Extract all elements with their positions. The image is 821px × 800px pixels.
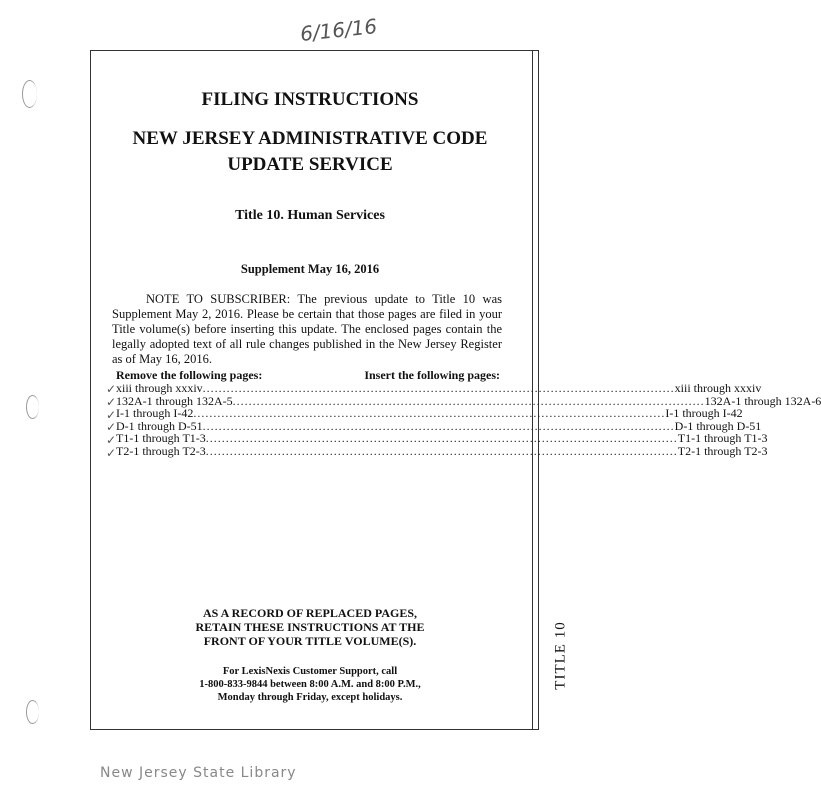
check-mark-icon: ✓	[106, 395, 117, 409]
record-notice	[120, 606, 500, 648]
support-line-3: Monday through Friday, except holidays.	[217, 692, 403, 703]
library-stamp: New Jersey State Library	[100, 765, 297, 781]
check-mark-icon: ✓	[106, 446, 117, 460]
table-row	[116, 381, 762, 395]
punch-hole-top	[22, 80, 37, 108]
record-line-1: AS A RECORD OF REPLACED PAGES,	[202, 606, 418, 620]
remove-pages: 132A-1 through 132A-5	[116, 393, 233, 408]
remove-pages: D-1 through D-51	[116, 418, 203, 433]
remove-pages: xiii through xxxiv	[116, 381, 203, 395]
punch-hole-bottom	[26, 700, 39, 724]
check-mark-icon: ✓	[106, 433, 117, 447]
dot-leader: ......................................................................................................................	[193, 406, 666, 421]
title-name: Title 10. Human Services	[235, 208, 385, 223]
subtitle-line-1: NEW JERSEY ADMINISTRATIVE CODE	[132, 128, 488, 149]
remove-pages: I-1 through I-42	[116, 406, 194, 421]
handwritten-date: 6/16/16	[298, 14, 379, 46]
dot-leader: ......................................................................................................................	[205, 443, 678, 458]
pages-table	[116, 381, 821, 458]
dot-leader: ......................................................................................................................	[202, 418, 675, 433]
record-line-2: RETAIN THESE INSTRUCTIONS AT THE	[195, 620, 425, 634]
dot-leader: ......................................................................................................................	[205, 431, 678, 446]
remove-pages: T1-1 through T1-3	[116, 431, 206, 446]
support-line-2: 1-800-833-9844 between 8:00 A.M. and 8:00 P.M.,	[199, 679, 421, 690]
page-subtitle	[100, 126, 520, 178]
page-title: FILING INSTRUCTIONS	[201, 89, 419, 110]
insert-pages: T2-1 through T2-3	[677, 443, 768, 458]
check-mark-icon: ✓	[106, 420, 117, 434]
support-line-1: For LexisNexis Customer Support, call	[222, 666, 398, 677]
check-mark-icon: ✓	[106, 408, 117, 422]
table-row	[116, 406, 743, 421]
dot-leader: ......................................................................................................................	[202, 381, 675, 395]
check-mark-icon: ✓	[106, 382, 117, 396]
supplement-date: Supplement May 16, 2016	[240, 262, 380, 276]
remove-header: Remove the following pages:	[116, 368, 263, 382]
table-row	[116, 443, 768, 458]
insert-pages: D-1 through D-51	[674, 418, 762, 433]
dot-leader: ......................................................................................................................	[232, 393, 705, 408]
insert-header: Insert the following pages:	[364, 368, 500, 382]
insert-pages: xiii through xxxiv	[674, 381, 762, 395]
note-to-subscriber: NOTE TO SUBSCRIBER: The previous update to Title 10 was Supplement May 2, 2016. Please be certain that those pages are filed in your Title volume(s) before inserting this update. The enclosed pages contain the legally adopted text of all rule changes published in the New Jersey Register as of May 16, 2016.	[112, 292, 502, 366]
customer-support	[120, 665, 500, 704]
record-line-3: FRONT OF YOUR TITLE VOLUME(S).	[203, 634, 417, 648]
punch-hole-middle	[26, 395, 39, 419]
insert-pages: I-1 through I-42	[665, 406, 743, 421]
remove-pages: T2-1 through T2-3	[116, 443, 206, 458]
spine-label: TITLE 10	[552, 621, 569, 690]
insert-pages: 132A-1 through 132A-6	[704, 393, 821, 408]
subtitle-line-2: UPDATE SERVICE	[227, 154, 393, 175]
insert-pages: T1-1 through T1-3	[677, 431, 768, 446]
